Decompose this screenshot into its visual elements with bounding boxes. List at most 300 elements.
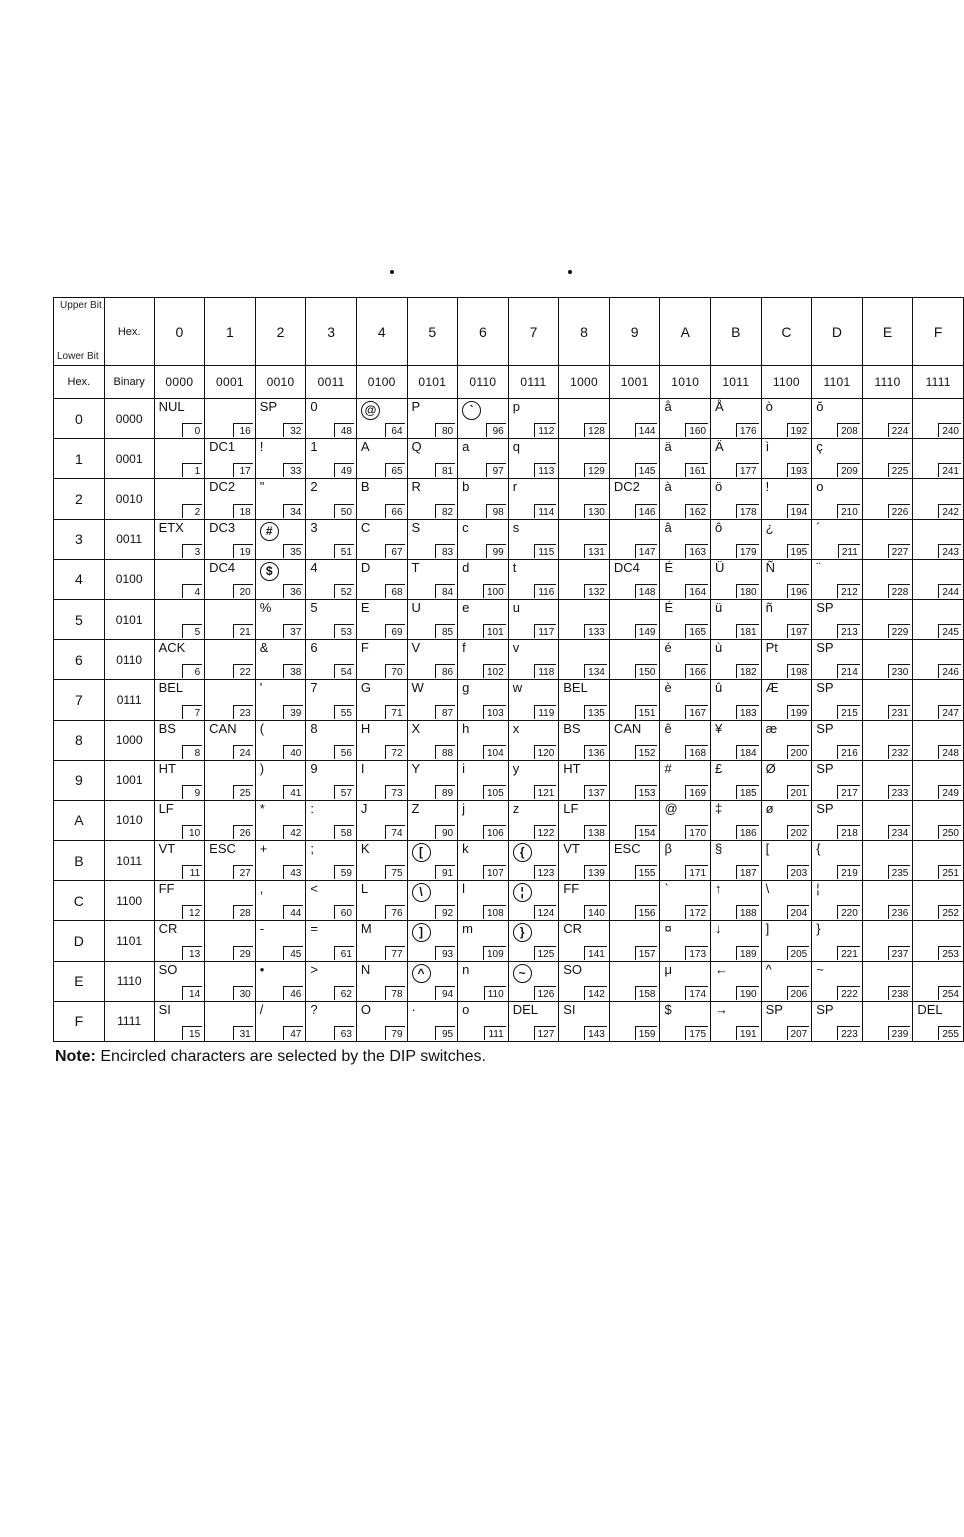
decimal-code: 224	[888, 423, 911, 437]
decimal-code: 96	[486, 423, 506, 437]
character: β	[664, 841, 672, 857]
code-cell	[559, 1001, 610, 1041]
row-header-binary	[104, 1001, 154, 1041]
character: j	[462, 800, 465, 816]
decimal-code: 137	[584, 785, 607, 799]
stray-dot-left	[390, 270, 394, 274]
code-cell	[660, 519, 711, 559]
code-cell	[913, 640, 964, 680]
decimal-code: 169	[685, 785, 708, 799]
row-binary-label: 0000	[115, 411, 143, 426]
column-header-hex	[862, 298, 913, 366]
decimal-code: 239	[888, 1026, 911, 1040]
code-cell	[609, 921, 660, 961]
character: å	[664, 399, 672, 414]
row-header-hex	[54, 479, 105, 519]
column-header-hex	[306, 298, 357, 366]
row-binary-label: 0100	[115, 572, 143, 587]
character: ESC	[209, 841, 236, 857]
code-cell	[205, 1001, 256, 1041]
character: :	[310, 800, 314, 816]
decimal-code: 64	[385, 423, 405, 437]
decimal-code: 148	[635, 584, 658, 598]
row-header-binary	[104, 519, 154, 559]
code-cell	[761, 439, 812, 479]
character: μ	[664, 961, 672, 977]
character: Pt	[765, 640, 778, 656]
character: ò	[765, 399, 773, 414]
decimal-code: 26	[233, 825, 253, 839]
code-cell	[913, 519, 964, 559]
code-cell	[660, 399, 711, 439]
code-cell	[255, 399, 306, 439]
decimal-code: 210	[837, 504, 860, 518]
character: SP	[816, 640, 834, 656]
code-cell	[407, 720, 458, 760]
decimal-code: 155	[635, 865, 658, 879]
column-header-hex	[761, 298, 812, 366]
character: T	[411, 559, 420, 575]
column-binary-label: 1101	[823, 375, 851, 389]
decimal-code: 252	[938, 905, 961, 919]
character: ‡	[715, 800, 723, 816]
character: Å	[715, 399, 724, 414]
column-binary-label: 0101	[418, 375, 447, 389]
character: ¤	[664, 921, 672, 937]
character: !	[765, 479, 770, 495]
decimal-code: 6	[182, 664, 202, 678]
code-cell	[609, 800, 660, 840]
character: 2	[310, 479, 318, 495]
code-cell	[913, 961, 964, 1001]
decimal-code: 206	[787, 986, 810, 1000]
character: t	[512, 559, 517, 575]
character: h	[462, 720, 470, 736]
code-cell	[711, 1001, 762, 1041]
code-cell	[761, 599, 812, 639]
decimal-code: 164	[685, 584, 708, 598]
code-cell	[862, 680, 913, 720]
code-cell	[407, 519, 458, 559]
character: DC2	[613, 479, 640, 495]
decimal-code: 225	[888, 463, 911, 477]
decimal-code: 149	[635, 624, 658, 638]
code-cell	[306, 961, 357, 1001]
decimal-code: 207	[787, 1026, 810, 1040]
column-binary-label: 1011	[722, 375, 750, 389]
code-cell	[356, 841, 407, 881]
column-header-hex	[154, 298, 205, 366]
code-cell	[356, 720, 407, 760]
code-cell	[862, 399, 913, 439]
code-cell	[205, 439, 256, 479]
decimal-code: 110	[484, 986, 506, 1000]
code-cell	[559, 921, 610, 961]
row-binary-label: 0101	[115, 612, 143, 627]
code-cell	[205, 479, 256, 519]
code-cell	[255, 800, 306, 840]
character: i	[462, 760, 465, 776]
decimal-code: 95	[435, 1026, 455, 1040]
decimal-code: 201	[787, 785, 810, 799]
character: ŏ	[816, 399, 824, 414]
decimal-code: 139	[584, 865, 607, 879]
decimal-code: 29	[233, 946, 253, 960]
character: ê	[664, 720, 672, 736]
character: 0	[310, 399, 318, 414]
character: É	[664, 559, 674, 575]
decimal-code: 132	[584, 584, 607, 598]
character: ¦	[816, 881, 820, 897]
row-header-binary	[104, 921, 154, 961]
column-hex-label: 2	[276, 323, 285, 340]
decimal-code: 233	[888, 785, 911, 799]
code-cell	[660, 720, 711, 760]
encircled-character: \	[412, 883, 431, 902]
code-cell	[609, 720, 660, 760]
code-cell	[609, 640, 660, 680]
character: NUL	[158, 399, 185, 414]
decimal-code: 105	[483, 785, 506, 799]
decimal-code: 213	[837, 624, 860, 638]
corner-binary-label: Binary	[113, 376, 145, 388]
column-hex-label: 8	[580, 323, 588, 340]
decimal-code: 162	[685, 504, 708, 518]
decimal-code: 189	[736, 946, 759, 960]
code-cell	[508, 479, 559, 519]
code-cell	[812, 921, 863, 961]
decimal-code: 196	[787, 584, 810, 598]
row-header-hex	[54, 680, 105, 720]
row-header-binary	[104, 399, 154, 439]
code-cell	[660, 479, 711, 519]
decimal-code: 31	[233, 1026, 253, 1040]
code-cell	[508, 1001, 559, 1041]
row-hex-label: 7	[74, 691, 83, 708]
code-cell	[913, 760, 964, 800]
decimal-code: 175	[685, 1026, 708, 1040]
character: SP	[816, 720, 834, 736]
decimal-code: 223	[837, 1026, 860, 1040]
decimal-code: 243	[938, 544, 961, 558]
code-cell	[508, 599, 559, 639]
code-cell	[154, 439, 205, 479]
decimal-code: 85	[435, 624, 455, 638]
code-cell	[407, 881, 458, 921]
decimal-code: 23	[233, 705, 253, 719]
decimal-code: 124	[534, 905, 557, 919]
decimal-code: 153	[635, 785, 658, 799]
decimal-code: 80	[435, 423, 455, 437]
character: 5	[310, 599, 318, 615]
code-cell	[154, 399, 205, 439]
decimal-code: 151	[635, 705, 658, 719]
code-cell	[255, 881, 306, 921]
code-cell	[761, 760, 812, 800]
character: Æ	[765, 680, 779, 696]
code-cell	[812, 1001, 863, 1041]
character: D	[360, 559, 371, 575]
code-cell	[761, 519, 812, 559]
decimal-code: 131	[584, 544, 607, 558]
code-cell	[255, 439, 306, 479]
row-header-hex	[54, 1001, 105, 1041]
character: ·	[411, 1001, 416, 1017]
column-binary-label: 0001	[216, 375, 244, 389]
decimal-code: 37	[283, 624, 303, 638]
code-cell	[306, 519, 357, 559]
code-cell	[711, 760, 762, 800]
code-cell	[458, 1001, 509, 1041]
encircled-character: ^	[412, 964, 431, 983]
row-header-binary	[104, 881, 154, 921]
decimal-code: 48	[334, 423, 354, 437]
code-cell	[508, 720, 559, 760]
code-cell	[356, 961, 407, 1001]
character: 8	[310, 720, 318, 736]
code-cell	[356, 800, 407, 840]
encircled-character: ]	[412, 923, 431, 942]
character: q	[512, 439, 520, 455]
column-header-hex	[609, 298, 660, 366]
column-header-hex	[559, 298, 610, 366]
row-header-hex	[54, 760, 105, 800]
decimal-code: 191	[736, 1026, 759, 1040]
code-cell	[356, 760, 407, 800]
code-cell	[255, 479, 306, 519]
row-header-binary	[104, 760, 154, 800]
column-header-binary	[154, 366, 205, 399]
character: Ä	[715, 439, 724, 455]
character: d	[462, 559, 470, 575]
decimal-code: 222	[837, 986, 860, 1000]
decimal-code: 140	[584, 905, 607, 919]
decimal-code: 2	[182, 504, 202, 518]
code-cell	[812, 881, 863, 921]
decimal-code: 70	[385, 664, 405, 678]
code-cell	[154, 881, 205, 921]
character: `	[664, 881, 669, 897]
decimal-code: 100	[483, 584, 506, 598]
code-cell	[508, 680, 559, 720]
code-cell	[508, 921, 559, 961]
decimal-code: 15	[182, 1026, 202, 1040]
code-cell	[508, 841, 559, 881]
code-cell	[913, 399, 964, 439]
decimal-code: 56	[334, 745, 354, 759]
decimal-code: 8	[182, 745, 202, 759]
decimal-code: 200	[787, 745, 810, 759]
corner-hex-left-label: Hex.	[67, 376, 91, 388]
decimal-code: 103	[483, 705, 506, 719]
decimal-code: 53	[334, 624, 354, 638]
code-cell	[205, 881, 256, 921]
code-cell	[660, 559, 711, 599]
code-cell	[609, 519, 660, 559]
decimal-code: 220	[837, 905, 860, 919]
table-row	[54, 800, 964, 840]
decimal-code: 237	[888, 946, 911, 960]
decimal-code: 104	[483, 745, 506, 759]
code-cell	[761, 961, 812, 1001]
character: E	[360, 599, 370, 615]
code-cell	[559, 680, 610, 720]
column-binary-label: 1100	[772, 375, 800, 389]
code-cell	[306, 599, 357, 639]
decimal-code: 232	[888, 745, 911, 759]
code-cell	[407, 680, 458, 720]
decimal-code: 187	[736, 865, 759, 879]
code-cell	[913, 439, 964, 479]
decimal-code: 24	[233, 745, 253, 759]
code-cell	[508, 559, 559, 599]
code-cell	[306, 841, 357, 881]
character: &	[259, 640, 269, 656]
decimal-code: 178	[736, 504, 759, 518]
character: S	[411, 519, 421, 535]
code-cell	[306, 881, 357, 921]
row-binary-label: 1000	[115, 733, 143, 748]
code-cell	[458, 841, 509, 881]
decimal-code: 35	[283, 544, 303, 558]
decimal-code: 234	[888, 825, 911, 839]
table-row	[54, 599, 964, 639]
decimal-code: 34	[283, 504, 303, 518]
decimal-code: 32	[283, 423, 303, 437]
code-cell	[559, 720, 610, 760]
code-cell	[306, 640, 357, 680]
column-hex-label: 7	[529, 323, 538, 340]
row-hex-label: C	[73, 892, 84, 909]
code-cell	[458, 921, 509, 961]
decimal-code: 173	[685, 946, 708, 960]
stray-dot-right	[568, 270, 572, 274]
code-cell	[458, 720, 509, 760]
decimal-code: 186	[736, 825, 759, 839]
code-cell	[812, 961, 863, 1001]
character: BEL	[158, 680, 184, 696]
column-binary-label: 1001	[620, 375, 649, 389]
decimal-code: 46	[283, 986, 303, 1000]
decimal-code: 244	[938, 584, 961, 598]
row-hex-label: 0	[74, 410, 83, 427]
decimal-code: 57	[334, 785, 354, 799]
code-cell	[407, 439, 458, 479]
character: CR	[563, 921, 583, 937]
decimal-code: 158	[635, 986, 658, 1000]
character: à	[664, 479, 672, 495]
decimal-code: 172	[685, 905, 708, 919]
code-cell	[255, 720, 306, 760]
character: *	[259, 800, 265, 816]
decimal-code: 73	[385, 785, 405, 799]
code-cell	[356, 399, 407, 439]
decimal-code: 27	[233, 865, 253, 879]
decimal-code: 236	[888, 905, 911, 919]
code-cell	[609, 760, 660, 800]
table-row	[54, 841, 964, 881]
code-cell	[205, 519, 256, 559]
decimal-code: 183	[736, 705, 759, 719]
code-cell	[356, 881, 407, 921]
code-cell	[660, 760, 711, 800]
code-cell	[913, 599, 964, 639]
character: VT	[563, 841, 580, 857]
character: W	[411, 680, 424, 696]
row-binary-label: 0010	[115, 491, 143, 506]
code-cell	[154, 800, 205, 840]
decimal-code: 188	[736, 905, 759, 919]
code-cell	[306, 800, 357, 840]
decimal-code: 44	[283, 905, 303, 919]
table-row	[54, 720, 964, 760]
character: "	[259, 479, 265, 495]
decimal-code: 197	[787, 624, 810, 638]
character: ←	[715, 961, 729, 977]
code-cell	[407, 640, 458, 680]
code-cell	[609, 399, 660, 439]
decimal-code: 202	[787, 825, 810, 839]
decimal-code: 215	[837, 705, 860, 719]
decimal-code: 101	[483, 624, 506, 638]
decimal-code: 194	[787, 504, 810, 518]
column-hex-label: 5	[428, 323, 437, 340]
code-cell	[913, 841, 964, 881]
decimal-code: 185	[736, 785, 759, 799]
decimal-code: 157	[635, 946, 658, 960]
character: K	[360, 841, 370, 857]
decimal-code: 204	[787, 905, 810, 919]
character: 1	[310, 439, 318, 455]
code-cell	[407, 559, 458, 599]
column-binary-label: 0000	[165, 375, 194, 389]
character: O	[360, 1001, 372, 1017]
code-cell	[306, 720, 357, 760]
decimal-code: 245	[938, 624, 961, 638]
character: C	[360, 519, 371, 535]
decimal-code: 229	[888, 624, 911, 638]
row-hex-label: D	[73, 933, 84, 950]
code-cell	[255, 680, 306, 720]
decimal-code: 25	[233, 785, 253, 799]
character: HT	[563, 760, 581, 776]
encircled-character: #	[260, 522, 279, 541]
corner-binary	[104, 366, 154, 399]
decimal-code: 247	[938, 705, 961, 719]
code-cell	[609, 1001, 660, 1041]
character: ↓	[715, 921, 722, 937]
decimal-code: 55	[334, 705, 354, 719]
decimal-code: 253	[938, 946, 961, 960]
code-cell	[862, 921, 913, 961]
decimal-code: 91	[435, 865, 455, 879]
decimal-code: 133	[584, 624, 607, 638]
code-cell	[458, 599, 509, 639]
decimal-code: 11	[182, 865, 202, 879]
decimal-code: 0	[182, 423, 202, 437]
row-header-binary	[104, 720, 154, 760]
column-hex-label: 3	[327, 323, 336, 340]
character: s	[512, 519, 520, 535]
code-cell	[559, 439, 610, 479]
decimal-code: 7	[182, 705, 202, 719]
code-cell	[154, 599, 205, 639]
character: æ	[765, 720, 778, 736]
code-cell	[205, 599, 256, 639]
code-cell	[862, 800, 913, 840]
character: '	[259, 680, 263, 696]
decimal-code: 90	[435, 825, 455, 839]
